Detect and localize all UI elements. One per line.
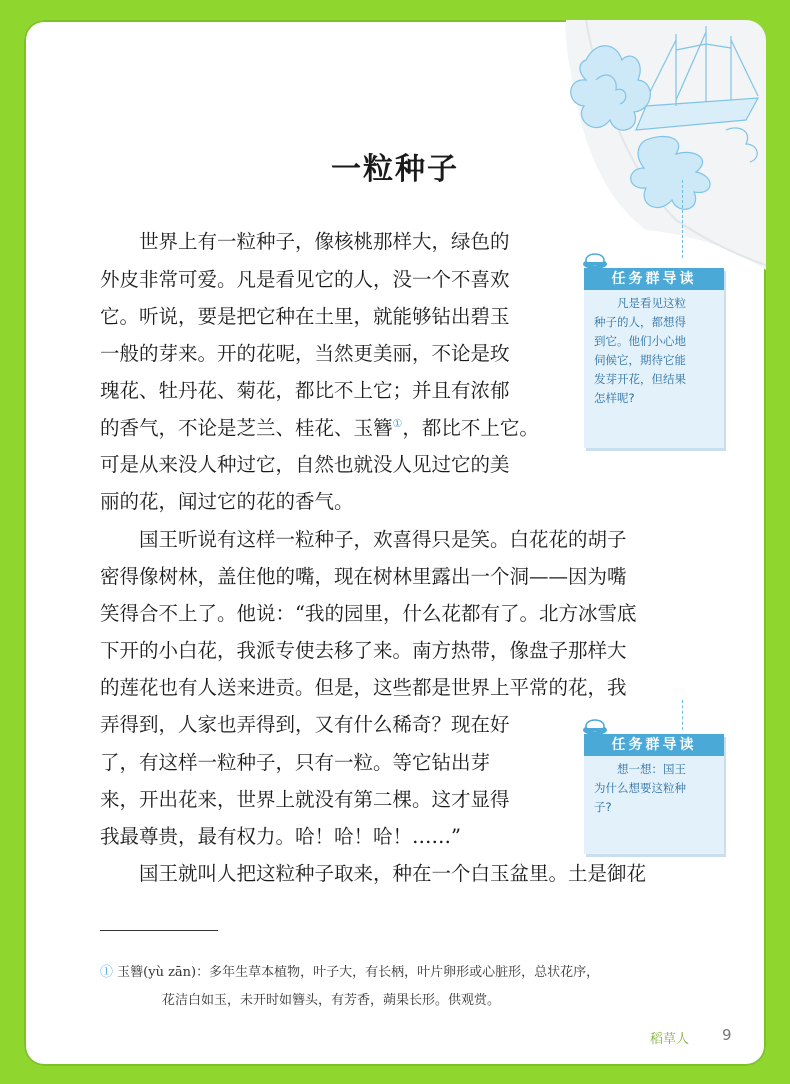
body-line-16: 来，开出花来，世界上就没有第二棵。这才显得 — [100, 788, 510, 811]
body-line-6-text: 的香气，不论是芝兰、桂花、玉簪 — [100, 416, 393, 440]
guide-box-2 — [584, 734, 724, 854]
footnote-number: ① — [100, 965, 114, 980]
body-line-15: 了，有这样一粒种子，只有一粒。等它钻出芽 — [100, 751, 491, 774]
guide-box-1 — [584, 268, 724, 448]
running-footer-title: 稻草人 — [650, 1032, 690, 1047]
guide-box-2-heading: 任务群导读 — [584, 734, 724, 756]
body-line-18: 国王就叫人把这粒种子取来，种在一个白玉盆里。土是御花 — [100, 862, 647, 885]
footnote-marker[interactable]: ① — [392, 417, 403, 430]
body-line-8: 丽的花，闻过它的花的香气。 — [100, 490, 354, 513]
footnote-text-1: 玉簪(yù zān)：多年生草本植物，叶子大，有长柄，叶片卵形或心脏形，总状花序， — [117, 965, 600, 980]
page-number: 9 — [722, 1026, 732, 1044]
body-line-6 — [100, 418, 539, 438]
body-line-9: 国王听说有这样一粒种子，欢喜得只是笑。白花花的胡子 — [100, 528, 627, 551]
guide-box-1-line: 种子的人，都想得 — [594, 315, 686, 329]
body-line-1: 世界上有一粒种子，像核桃那样大，绿色的 — [100, 230, 510, 253]
body-line-17: 我最尊贵，最有权力。哈！哈！哈！……” — [100, 825, 461, 848]
guide-box-1-line: 发芽开花，但结果 — [594, 372, 686, 386]
guide-box-1-body — [584, 290, 724, 414]
footnote-line-2: 花洁白如玉，未开时如簪头，有芳香，蒴果长形。供观赏。 — [162, 993, 501, 1008]
body-line-7: 可是从来没人种过它，自然也就没人见过它的美 — [100, 453, 510, 476]
guide-box-2-line: 为什么想要这粒种 — [594, 781, 686, 795]
guide-box-2-line: 想一想：国王 — [594, 762, 686, 776]
guide-connector-2 — [682, 700, 683, 730]
footnote-divider — [100, 930, 218, 931]
body-line-6-tail: ，都比不上它。 — [402, 416, 539, 440]
page-title: 一粒种子 — [331, 152, 459, 187]
body-line-12: 下开的小白花，我派专使去移了来。南方热带，像盘子那样大 — [100, 639, 627, 662]
body-line-11: 笑得合不上了。他说：“我的园里，什么花都有了。北方冰雪底 — [100, 602, 637, 625]
body-line-13: 的莲花也有人送来进贡。但是，这些都是世界上平常的花，我 — [100, 676, 627, 699]
guide-box-1-line: 伺候它，期待它能 — [594, 353, 686, 367]
guide-box-2-line: 子? — [594, 800, 612, 814]
book-page — [24, 20, 766, 1066]
body-line-10: 密得像树林，盖住他的嘴，现在树林里露出一个洞——因为嘴 — [100, 565, 627, 588]
guide-box-1-heading: 任务群导读 — [584, 268, 724, 290]
footnote-line-1 — [100, 966, 599, 979]
guide-box-1-line: 到它。他们小心地 — [594, 334, 686, 348]
body-line-2: 外皮非常可爱。凡是看见它的人，没一个不喜欢 — [100, 268, 510, 291]
body-line-5: 瑰花、牡丹花、菊花，都比不上它；并且有浓郁 — [100, 379, 510, 402]
body-line-14: 弄得到，人家也弄得到，又有什么稀奇？现在好 — [100, 713, 510, 736]
guide-box-1-line: 凡是看见这粒 — [594, 296, 686, 310]
body-line-3: 它。听说，要是把它种在土里，就能够钻出碧玉 — [100, 305, 510, 328]
guide-box-1-line: 怎样呢? — [594, 391, 635, 405]
guide-box-2-body — [584, 756, 724, 823]
guide-connector-1 — [682, 180, 683, 258]
body-line-4: 一般的芽来。开的花呢，当然更美丽，不论是玫 — [100, 342, 510, 365]
